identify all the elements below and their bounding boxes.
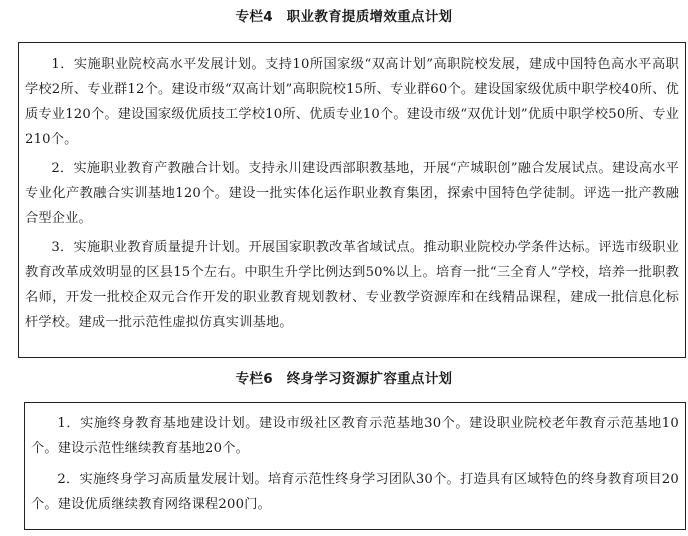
section-title-career-education: 专栏4 职业教育提质增效重点计划 [235,9,453,25]
plan-item-1: 1．实施职业院校高水平发展计划。支持10所国家级“双高计划”高职院校发展，建成中国特色高水平高职学校2所、专业群12个。建设市级“双高计划”高职院校15所、专业群60个。建设国家级优质中职学校40所、优质专业120个。建设国家级优质技工学校10所、优质专业10个。建设市级“双优计划”优质中职学校50所、专业210个。 [25,57,679,147]
section-title-lifelong-learning: 专栏6 终身学习资源扩容重点计划 [235,371,453,387]
plan-item-2: 2．实施职业教育产教融合计划。支持永川建设西部职教基地，开展“产城职创”融合发展试点。建设高水平专业化产教融合实训基地120个。建设一批实体化运作职业教育集团，探索中国特色学徒制。评选一批产教融合型企业。 [25,161,679,226]
plan-item-3: 3．实施职业教育质量提升计划。开展国家职教改革省域试点。推动职业院校办学条件达标。评选市级职业教育改革成效明显的区县15个左右。中职生升学比例达到50%以上。培育一批“三全育人”学校，培养一批职教名师，开发一批校企双元合作开发的职业教育规划教材、专业教学资源库和在线精品课程，建成一批信息化标杆学校。建成一批示范性虚拟仿真实训基地。 [25,240,679,330]
plan-item-1: 1．实施终身教育基地建设计划。建设市级社区教育示范基地30个。建设职业院校老年教育示范基地10个。建设示范性继续教育基地20个。 [31,416,679,456]
plan-box-career-education [18,42,686,358]
plan-item-2: 2．实施终身学习高质量发展计划。培育示范性终身学习团队30个。打造具有区域特色的终身教育项目20个。建设优质继续教育网络课程200门。 [31,472,679,512]
plan-box-lifelong-learning [24,402,686,530]
